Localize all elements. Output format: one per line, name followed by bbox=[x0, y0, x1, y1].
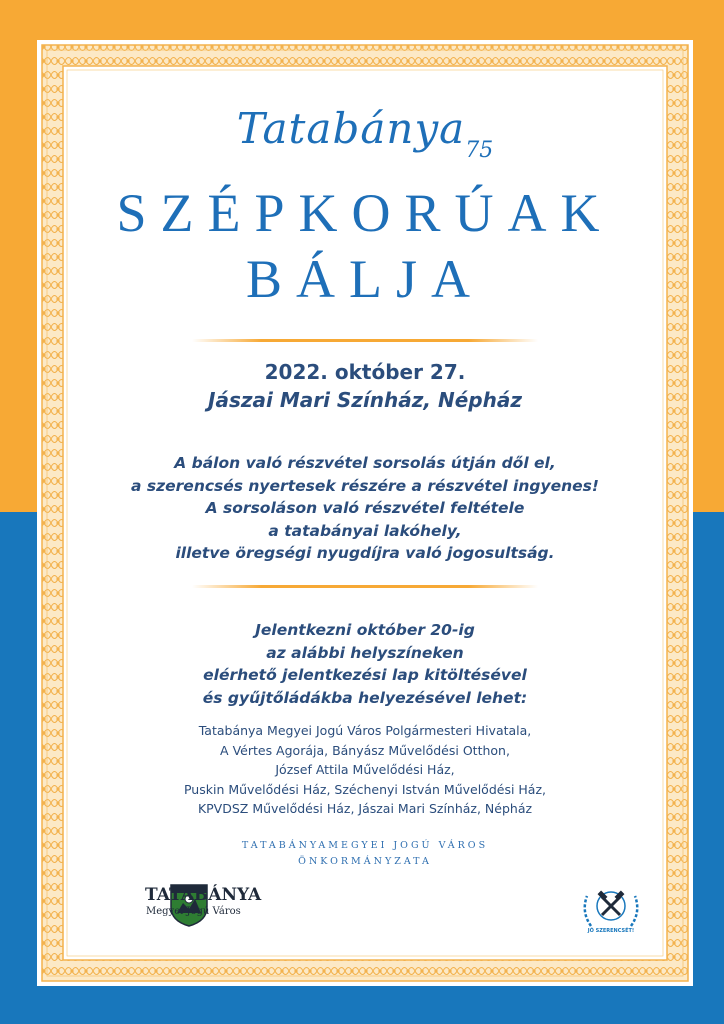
logo-city-name: TATABÁNYA bbox=[145, 885, 262, 905]
info-line: a szerencsés nyertesek részére a részvétel ingyenes! bbox=[131, 476, 599, 495]
footer-line-1: TATABÁNYAMEGYEI JOGÚ VÁROS bbox=[241, 840, 489, 851]
location-line: Puskin Művelődési Ház, Széchenyi István Művelődési Ház, bbox=[183, 781, 546, 797]
location-line: KPVDSZ Művelődési Ház, Jászai Mari Színház, Népház bbox=[197, 801, 533, 816]
location-line: Tatabánya Megyei Jogú Város Polgármesteri Hivatala, bbox=[198, 723, 532, 738]
apply-paragraph bbox=[77, 619, 653, 709]
info-line: A bálon való részvétel sorsolás útján dől el, bbox=[174, 454, 556, 472]
location-line: József Attila Művelődési Ház, bbox=[275, 762, 455, 777]
miners-logo bbox=[577, 882, 645, 946]
miners-logo-text: JÓ SZERENCSÉT! bbox=[587, 928, 635, 934]
card-content bbox=[37, 40, 693, 986]
apply-line: elérhető jelentkezési lap kitöltésével bbox=[203, 666, 527, 684]
event-venue: Jászai Mari Színház, Népház bbox=[208, 388, 522, 412]
logo-city-subtitle: Megyei Jogú Város bbox=[146, 906, 241, 917]
divider-top bbox=[192, 339, 538, 342]
event-date: 2022. október 27. bbox=[264, 360, 466, 384]
info-line: a tatabányai lakóhely, bbox=[268, 521, 462, 540]
footer-line-2: ÖNKORMÁNYZATA bbox=[298, 856, 432, 867]
invitation-card bbox=[37, 40, 693, 986]
brand-word: Tatabánya bbox=[236, 104, 466, 153]
title-line-2: BÁLJA bbox=[245, 249, 484, 309]
apply-line: és gyűjtőládákba helyezésével lehet: bbox=[202, 688, 528, 707]
hammer-pick-icon bbox=[577, 882, 645, 932]
location-line: A Vértes Agorája, Bányász Művelődési Otthon, bbox=[220, 742, 510, 758]
info-line: illetve öregségi nyugdíjra való jogosultság. bbox=[175, 544, 555, 562]
title-line-1: SZÉPKORÚAK bbox=[116, 183, 614, 243]
brand-number: 75 bbox=[465, 138, 494, 163]
brand-wordmark bbox=[37, 104, 693, 163]
city-logo bbox=[99, 883, 279, 927]
locations-list bbox=[77, 721, 653, 819]
apply-line: az alábbi helyszíneken bbox=[266, 643, 464, 662]
footer-organization bbox=[37, 838, 693, 870]
info-line: A sorsoláson való részvétel feltétele bbox=[205, 499, 525, 517]
info-paragraph bbox=[77, 452, 653, 565]
divider-middle bbox=[192, 585, 538, 588]
apply-line: Jelentkezni október 20-ig bbox=[255, 621, 475, 639]
